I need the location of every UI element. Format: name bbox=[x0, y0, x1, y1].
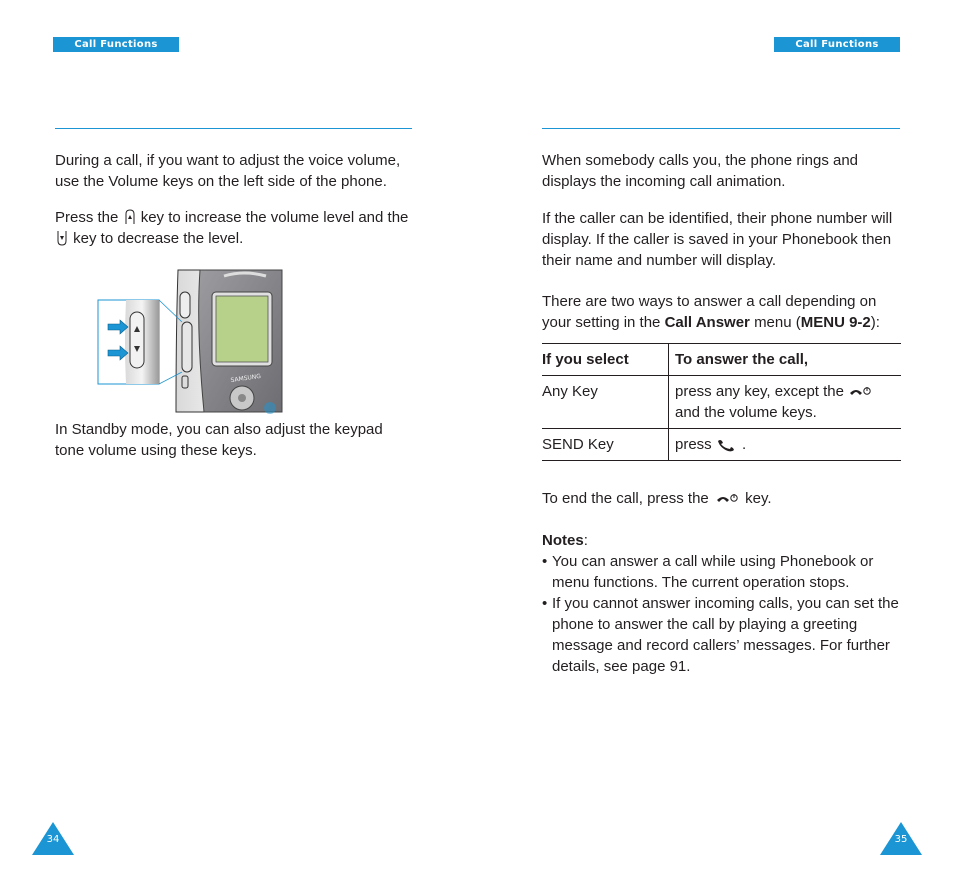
table-header-row bbox=[542, 344, 901, 376]
table-cell-any-key-action: press any key, except the and the volume keys. bbox=[669, 376, 902, 429]
list-item: • If you cannot answer incoming calls, you can set the phone to answer the call by playing a greeting message and record callers’ messages. For further details, see page 91. bbox=[542, 593, 902, 677]
table-row bbox=[542, 376, 901, 429]
send-key-icon bbox=[716, 438, 738, 452]
page-number-right: 35 bbox=[880, 822, 922, 855]
end-power-key-icon bbox=[713, 492, 741, 506]
page-number-left: 34 bbox=[32, 822, 74, 855]
phone-brand-label: SAMSUNG bbox=[230, 372, 262, 385]
right-para-answer-ways: There are two ways to answer a call depending on your setting in the Call Answer menu (MENU 9-2): bbox=[542, 293, 880, 331]
end-power-key-icon bbox=[848, 385, 872, 399]
right-para-incoming: When somebody calls you, the phone rings and displays the incoming call animation. bbox=[542, 152, 859, 190]
right-para-caller-id: If the caller can be identified, their phone number will display. If the caller is saved in your Phonebook then their name and number will display. bbox=[542, 210, 893, 269]
left-para-volume-intro: During a call, if you want to adjust the voice volume, use the Volume keys on the left side of the phone. bbox=[55, 152, 401, 190]
phone-volume-keys-illustration bbox=[96, 268, 286, 414]
table-cell-send-key: SEND Key bbox=[542, 429, 669, 461]
table-cell-send-key-action: press . bbox=[669, 429, 902, 461]
volume-down-key-icon bbox=[55, 230, 69, 246]
volume-up-key-icon bbox=[123, 209, 137, 225]
section-rule-left bbox=[55, 128, 412, 129]
notes-list bbox=[542, 551, 902, 677]
table-header-answer: To answer the call, bbox=[669, 344, 902, 376]
table-row bbox=[542, 429, 901, 461]
left-para-volume-keys: Press the key to increase the volume level and the key to decrease the level. bbox=[55, 209, 409, 247]
notes-title: Notes: bbox=[542, 532, 588, 549]
answer-options-table bbox=[542, 343, 901, 461]
list-item: • You can answer a call while using Phonebook or menu functions. The current operation stops. bbox=[542, 551, 902, 593]
section-rule-right bbox=[542, 128, 900, 129]
table-header-select: If you select bbox=[542, 344, 669, 376]
table-cell-any-key: Any Key bbox=[542, 376, 669, 429]
notes-section bbox=[542, 530, 902, 677]
section-tab-right: Call Functions bbox=[774, 37, 900, 52]
left-para-standby: In Standby mode, you can also adjust the keypad tone volume using these keys. bbox=[55, 421, 383, 459]
section-tab-left: Call Functions bbox=[53, 37, 179, 52]
right-para-end-call: To end the call, press the key. bbox=[542, 490, 772, 507]
